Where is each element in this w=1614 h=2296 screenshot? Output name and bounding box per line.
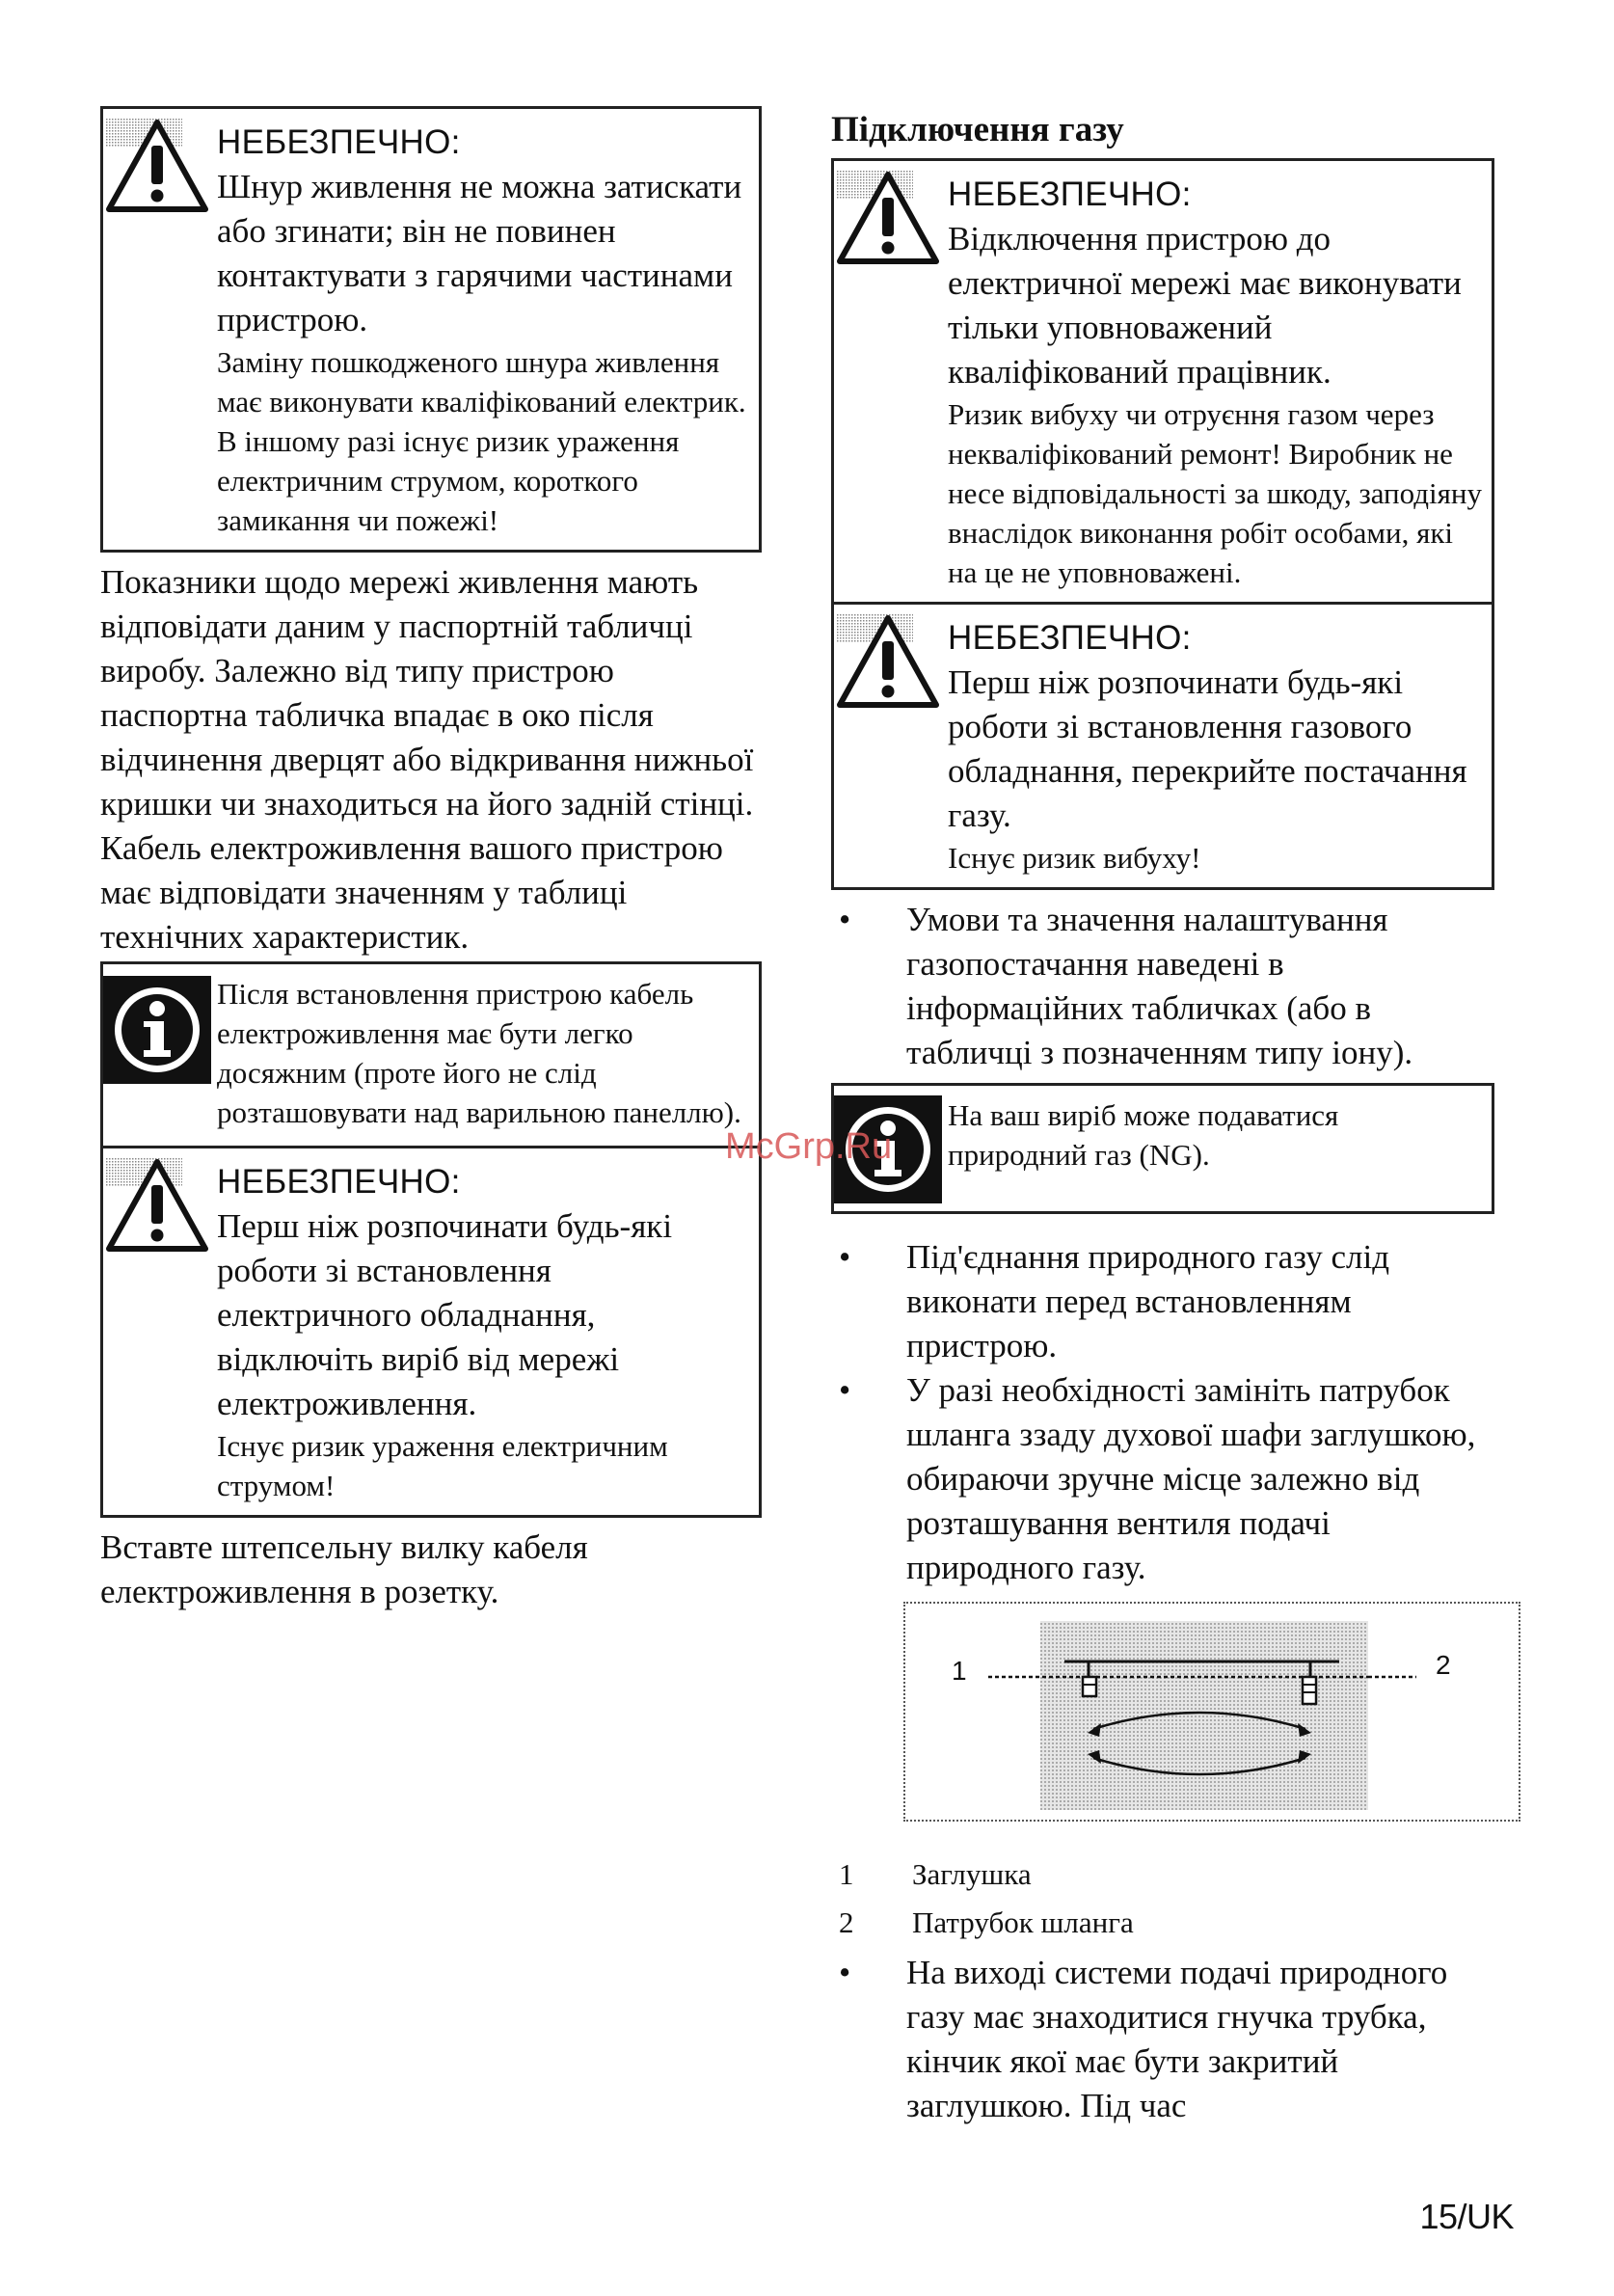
legend-row xyxy=(831,1850,1494,1899)
power-supply-paragraph: Показники щодо мережі живлення мають відповідати даним у паспортній табличці виробу. Залежно від типу пристрою паспортна табличка впадає в око після відчинення дверцят або відкривання нижньої кришки чи знаходиться на його задній стінці. Кабель електроживлення вашого пристрою має відповідати значенням у таблиці технічних характеристик. xyxy=(100,563,754,956)
info-box-cable-access xyxy=(100,961,762,1148)
diagram-legend xyxy=(831,1850,1494,1947)
list-item xyxy=(831,1368,1494,1590)
list-item-text: Умови та значення налаштування газопостачання наведені в інформаційних табличках (або в табличці з позначенням типу іону). xyxy=(906,901,1413,1071)
legend-row xyxy=(831,1899,1494,1947)
warning-main-text: Відключення пристрою до електричної мережі має виконувати тільки уповноважений кваліфікований працівник. xyxy=(948,220,1462,391)
warning-icon xyxy=(103,1158,211,1259)
list-item-text: Під'єднання природного газу слід виконати перед встановленням пристрою. xyxy=(906,1238,1390,1364)
left-column xyxy=(100,106,762,1614)
info-text: Після встановлення пристрою кабель електроживлення має бути легко досяжним (проте його не слід розташовувати над варильною панеллю). xyxy=(217,977,741,1129)
list-item xyxy=(831,1235,1494,1368)
diagram-label-2: 2 xyxy=(1436,1650,1451,1680)
warning-icon xyxy=(103,119,211,220)
right-column xyxy=(831,108,1494,2128)
warning-detail-text: Ризик вибуху чи отруєння газом через некваліфікований ремонт! Виробник не несе відповідальності за шкоду, заподіяну внаслідок виконання робіт особами, які на це не уповноважені. xyxy=(948,397,1482,589)
bullet-symbol: • xyxy=(839,1371,851,1409)
info-icon xyxy=(103,976,211,1089)
warning-detail-text: Заміну пошкодженого шнура живлення має виконувати кваліфікований електрик. В іншому разі існує ризик ураження електричним струмом, короткого замикання чи пожежі! xyxy=(217,345,746,537)
list-item xyxy=(831,1951,1494,2128)
bullet-symbol: • xyxy=(839,1238,851,1276)
warning-box-gas-shutoff xyxy=(831,605,1494,890)
info-box-natural-gas xyxy=(831,1083,1494,1214)
warning-icon xyxy=(834,614,942,716)
warning-title: НЕБЕЗПЕЧНО: xyxy=(217,123,461,161)
warning-main-text: Перш ніж розпочинати будь-які роботи зі встановлення електричного обладнання, відключіть виріб від мережі електроживлення. xyxy=(217,1207,673,1422)
diagram-label-1: 1 xyxy=(952,1656,967,1686)
warning-box-electrical xyxy=(100,1148,762,1518)
section-heading: Підключення газу xyxy=(831,110,1124,149)
legend-number: 2 xyxy=(839,1905,854,1939)
watermark: McGrp.Ru xyxy=(725,1126,893,1167)
bullet-symbol: • xyxy=(839,901,851,938)
legend-number: 1 xyxy=(839,1857,854,1891)
warning-main-text: Шнур живлення не можна затискати або згинати; він не повинен контактувати з гарячими частинами пристрою. xyxy=(217,168,742,338)
list-item-text: У разі необхідності замініть патрубок шланга ззаду духової шафи заглушкою, обираючи зручне місце залежно від розташування вентиля подачі природного газу. xyxy=(906,1371,1476,1586)
warning-title: НЕБЕЗПЕЧНО: xyxy=(217,1163,461,1201)
warning-detail-text: Існує ризик вибуху! xyxy=(948,841,1201,875)
list-item xyxy=(831,898,1494,1075)
warning-title: НЕБЕЗПЕЧНО: xyxy=(948,619,1192,657)
gas-connection-diagram xyxy=(903,1602,1520,1822)
warning-box-gas-connection xyxy=(831,158,1494,605)
warning-title: НЕБЕЗПЕЧНО: xyxy=(948,176,1192,213)
bullet-list-2 xyxy=(831,1235,1494,1590)
legend-text: Патрубок шланга xyxy=(912,1905,1134,1939)
plug-in-paragraph: Вставте штепсельну вилку кабеля електроживлення в розетку. xyxy=(100,1528,588,1610)
warning-main-text: Перш ніж розпочинати будь-які роботи зі встановлення газового обладнання, перекрийте постачання газу. xyxy=(948,663,1467,834)
hose-plug-illustration xyxy=(905,1604,1519,1820)
info-text: На ваш виріб може подаватися природний газ (NG). xyxy=(948,1098,1339,1172)
bullet-symbol: • xyxy=(839,1954,851,1991)
warning-box-power-cord xyxy=(100,106,762,553)
page-number: 15/UK xyxy=(1419,2197,1514,2236)
warning-detail-text: Існує ризик ураження електричним струмом! xyxy=(217,1429,668,1502)
bullet-list-3 xyxy=(831,1951,1494,2128)
warning-icon xyxy=(834,171,942,272)
legend-text: Заглушка xyxy=(912,1857,1032,1891)
list-item-text: На виході системи подачі природного газу має знаходитися гнучка трубка, кінчик якої має бути закритий заглушкою. Під час xyxy=(906,1954,1448,2124)
bullet-list-1 xyxy=(831,898,1494,1075)
